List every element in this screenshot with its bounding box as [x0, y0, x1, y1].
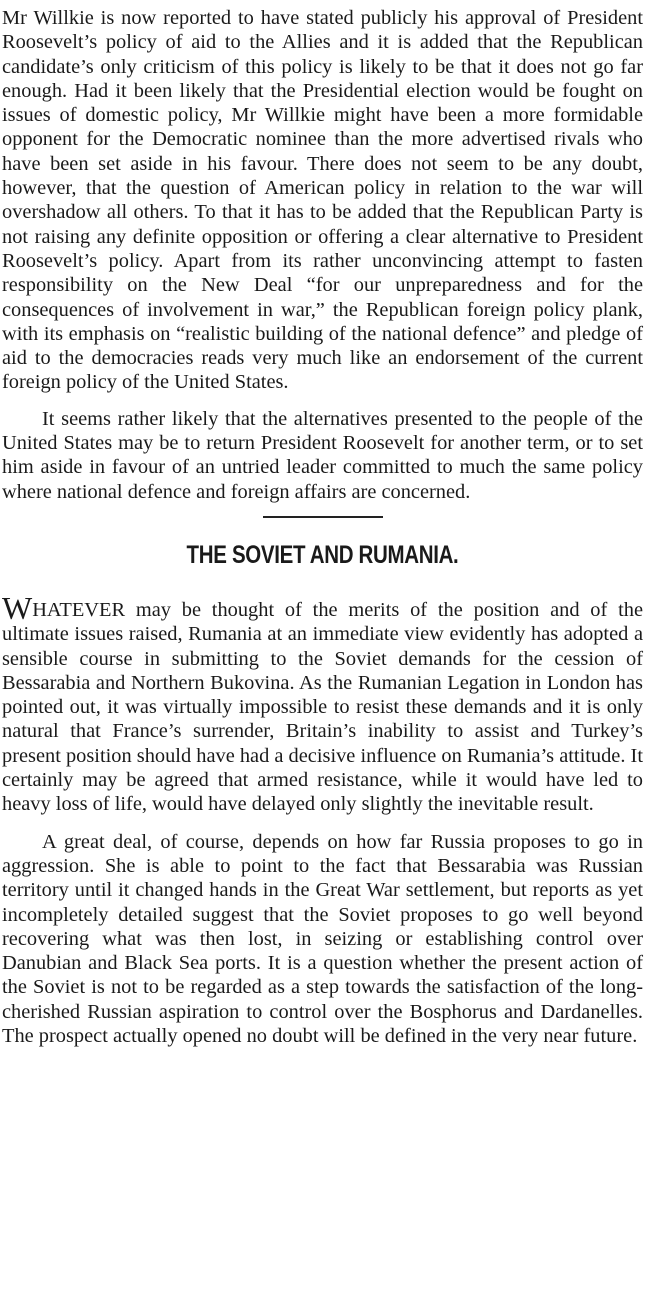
drop-cap-letter: W [2, 589, 33, 626]
article1-paragraph-2: It seems rather likely that the alternatives presented to the people of the United States may be to return President Roosevelt for another term, or to set him aside in favour of an untried leader committed to much the same policy where national defence and foreign affairs are concerned. [2, 407, 643, 503]
article2-paragraph-1-text: HATEVER may be thought of the merits of the position and of the ultimate issues raised, Rumania at an immediate view evidently has adopted a sensible course in submitting to the Soviet demands for the cession of Bessarabia and Northern Bukovina. As the Rumanian Legation in London has pointed out, it was virtually impossible to resist these demands and it is only natural that France’s surrender, Britain’s inability to assist and Turkey’s present position should have had a decisive influence on Rumania’s attitude. It certainly may be agreed that armed resistance, while it would have led to heavy loss of life, would have delayed only slightly the inevitable result. [2, 598, 644, 816]
article2-paragraph-2: A great deal, of course, depends on how far Russia proposes to go in aggression. She is able to point to the fact that Bessarabia was Russian territory until it changed hands in the Great War settlement, but reports as yet incompletely detailed suggest that the Soviet proposes to go well beyond recovering what was then lost, in seizing or establishing control over Danubian and Black Sea ports. It is a question whether the present action of the Soviet is not to be regarded as a step towards the satisfaction of the long-cherished Russian aspiration to control over the Bosphorus and Dardanelles. The prospect actually opened no doubt will be defined in the very near future. [2, 830, 643, 1047]
section-divider-rule [263, 516, 383, 518]
article1-paragraph-1: Mr Willkie is now reported to have stated publicly his approval of President Roosevelt’s policy of aid to the Allies and it is added that the Republican candidate’s only criticism of this policy is likely to be that it does not go far enough. Had it been likely that the Presidential election would be fought on issues of domestic policy, Mr Willkie might have been a more formidable opponent for the Democratic nominee than the more advertised rivals who have been set aside in his favour. There does not seem to be any doubt, however, that the question of American policy in relation to the war will overshadow all others. To that it has to be added that the Republican Party is not raising any definite opposition or offering a clear alternative to President Roosevelt’s policy. Apart from its rather unconvincing attempt to fasten responsibility on the New Deal “for our unpreparedness and for the consequences of involvement in war,” the Republican foreign policy plank, with its emphasis on “realistic building of the national defence” and pledge of aid to the democracies reads very much like an endorsement of the current foreign policy of the United States. [2, 7, 643, 394]
article2-headline: THE SOVIET AND RUMANIA. [186, 540, 459, 569]
article2-paragraph-1 [2, 589, 644, 817]
